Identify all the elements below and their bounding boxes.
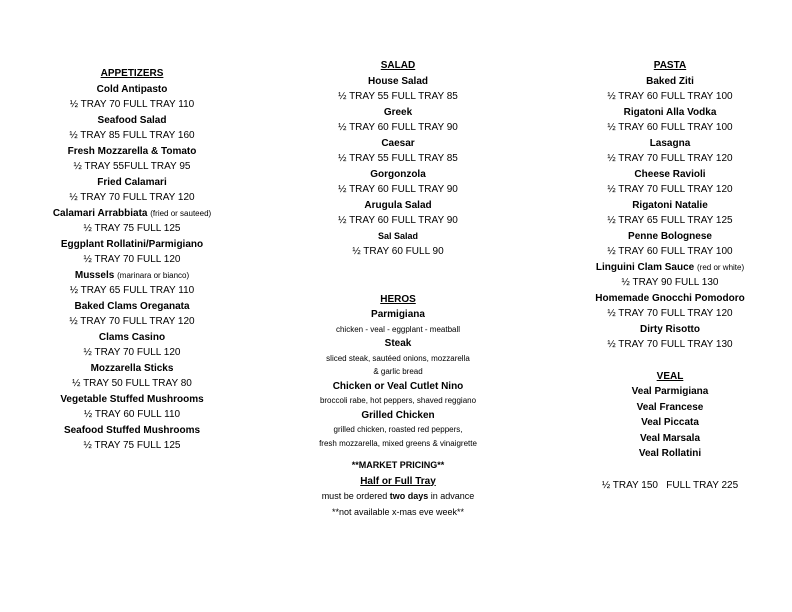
order-notice-bold: two days	[389, 491, 429, 501]
veal-price: ½ TRAY 150 FULL TRAY 225	[601, 479, 739, 491]
menu-item-name: Eggplant Rollatini/Parmigiano	[60, 238, 204, 250]
menu-item-price: ½ TRAY 60 FULL TRAY 100	[607, 246, 733, 257]
menu-item-price: ½ TRAY 70 FULL TRAY 120	[607, 308, 733, 319]
menu-item-price: ½ TRAY 75 FULL 125	[83, 223, 181, 234]
menu-item-name: Gorgonzola	[370, 168, 426, 180]
order-notice-suffix: in advance	[428, 491, 475, 501]
menu-item-title	[570, 260, 770, 276]
salad-heros-column	[288, 58, 508, 520]
menu-item-title	[24, 206, 240, 222]
menu-item-price: ½ TRAY 55 FULL TRAY 85	[338, 91, 458, 102]
menu-item-price: ½ TRAY 60 FULL TRAY 100	[607, 122, 733, 133]
section-spacer	[288, 260, 508, 292]
menu-item-name: Calamari Arrabbiata	[52, 207, 148, 219]
menu-item-price: ½ TRAY 70 FULL TRAY 120	[607, 184, 733, 195]
menu-item-name: Parmigiana	[371, 309, 425, 320]
menu-item-price: ½ TRAY 60 FULL TRAY 90	[338, 184, 458, 195]
menu-item-price: ½ TRAY 65 FULL TRAY 125	[607, 215, 733, 226]
heros-heading: HEROS	[380, 293, 416, 305]
menu-item-name: Dirty Risotto	[640, 323, 700, 335]
menu-item-name: Seafood Stuffed Mushrooms	[63, 424, 201, 436]
menu-item-name: Cold Antipasto	[96, 83, 168, 95]
menu-item-name: Veal Marsala	[639, 432, 701, 444]
menu-item-description: fresh mozzarella, mixed greens & vinaigrette	[319, 438, 477, 448]
appetizers-column	[24, 66, 240, 454]
menu-item-name: Veal Rollatini	[638, 448, 702, 459]
menu-item-name: Veal Parmigiana	[631, 386, 709, 397]
menu-item-note: (marinara or bianco)	[117, 270, 190, 280]
menu-item-name: Greek	[383, 106, 413, 118]
menu-item-name: Steak	[384, 338, 412, 349]
menu-item-name: Rigatoni Natalie	[632, 199, 708, 211]
menu-item-name: Cheese Ravioli	[634, 168, 706, 180]
menu-item-price: ½ TRAY 50 FULL TRAY 80	[72, 378, 192, 389]
menu-item-title	[24, 268, 240, 284]
menu-item-name: Penne Bolognese	[628, 230, 712, 242]
menu-item-name: Clams Casino	[98, 331, 166, 343]
order-notice-prefix: must be ordered	[321, 491, 390, 501]
menu-item-note: (fried or sauteed)	[150, 208, 212, 218]
menu-item-price: ½ TRAY 70 FULL TRAY 130	[607, 339, 733, 350]
pasta-veal-column	[570, 58, 770, 493]
menu-item-price: ½ TRAY 65 FULL TRAY 110	[69, 285, 195, 296]
market-pricing-label: **MARKET PRICING**	[351, 460, 445, 470]
appetizers-heading: APPETIZERS	[100, 68, 164, 79]
menu-item-description: & garlic bread	[373, 367, 423, 376]
order-notice	[288, 489, 508, 505]
menu-item-price: ½ TRAY 60 FULL 110	[83, 409, 181, 420]
menu-item-price: ½ TRAY 60 FULL TRAY 90	[338, 215, 458, 226]
menu-item-price: ½ TRAY 70 FULL TRAY 120	[69, 192, 195, 203]
salad-heading: SALAD	[380, 60, 416, 71]
menu-item-price: ½ TRAY 70 FULL 120	[83, 347, 181, 358]
menu-item-price: ½ TRAY 60 FULL 90	[352, 246, 444, 257]
menu-item-price: ½ TRAY 60 FULL TRAY 90	[338, 122, 458, 133]
menu-item-name: Sal Salad	[377, 230, 419, 241]
menu-item-name: Chicken or Veal Cutlet Nino	[332, 380, 464, 392]
menu-item-name: Veal Piccata	[641, 417, 699, 428]
menu-item-price: ½ TRAY 75 FULL 125	[83, 440, 181, 451]
menu-item-name: Grilled Chicken	[361, 409, 435, 421]
menu-item-price: ½ TRAY 60 FULL TRAY 100	[607, 91, 733, 102]
menu-item-price: ½ TRAY 70 FULL 120	[83, 254, 181, 265]
menu-item-name: Vegetable Stuffed Mushrooms	[60, 393, 204, 405]
menu-item-name: Fresh Mozzarella & Tomato	[67, 145, 197, 157]
menu-item-price: ½ TRAY 55FULL TRAY 95	[73, 161, 191, 172]
menu-item-price: ½ TRAY 55 FULL TRAY 85	[338, 153, 458, 164]
menu-item-price: ½ TRAY 70 FULL TRAY 110	[69, 99, 195, 110]
section-spacer	[570, 353, 770, 369]
menu-item-name: House Salad	[367, 75, 429, 87]
menu-item-note: (red or white)	[697, 262, 745, 272]
menu-item-name: Lasagna	[649, 137, 691, 149]
menu-item-price: ½ TRAY 70 FULL TRAY 120	[69, 316, 195, 327]
half-or-full-label: Half or Full Tray	[360, 475, 436, 487]
menu-item-name: Seafood Salad	[97, 114, 167, 126]
section-spacer	[570, 462, 770, 478]
pasta-heading: PASTA	[653, 60, 687, 71]
menu-item-price: ½ TRAY 90 FULL 130	[621, 277, 719, 288]
menu-item-name: Baked Ziti	[646, 75, 694, 87]
menu-item-name: Mussels	[74, 269, 115, 281]
menu-item-description: sliced steak, sautéed onions, mozzarella	[326, 353, 470, 363]
menu-item-description: chicken - veal - eggplant - meatball	[335, 324, 461, 334]
menu-item-description: broccoli rabe, hot peppers, shaved reggiano	[319, 396, 477, 405]
menu-item-name: Baked Clams Oreganata	[74, 300, 190, 312]
menu-item-name: Caesar	[381, 137, 415, 149]
menu-item-name: Rigatoni Alla Vodka	[623, 106, 717, 118]
menu-item-name: Veal Francese	[636, 401, 704, 413]
menu-item-name: Arugula Salad	[364, 199, 432, 211]
menu-item-price: ½ TRAY 70 FULL TRAY 120	[607, 153, 733, 164]
menu-item-price: ½ TRAY 85 FULL TRAY 160	[69, 130, 195, 141]
menu-item-name: Linguini Clam Sauce	[595, 261, 695, 273]
menu-item-name: Fried Calamari	[97, 176, 167, 188]
veal-heading: VEAL	[656, 370, 684, 382]
xmas-note: **not available x-mas eve week**	[331, 506, 465, 517]
menu-item-name: Homemade Gnocchi Pomodoro	[595, 292, 745, 304]
section-spacer	[288, 450, 508, 458]
menu-item-description: grilled chicken, roasted red peppers,	[333, 425, 463, 434]
menu-item-name: Mozzarella Sticks	[90, 362, 174, 374]
